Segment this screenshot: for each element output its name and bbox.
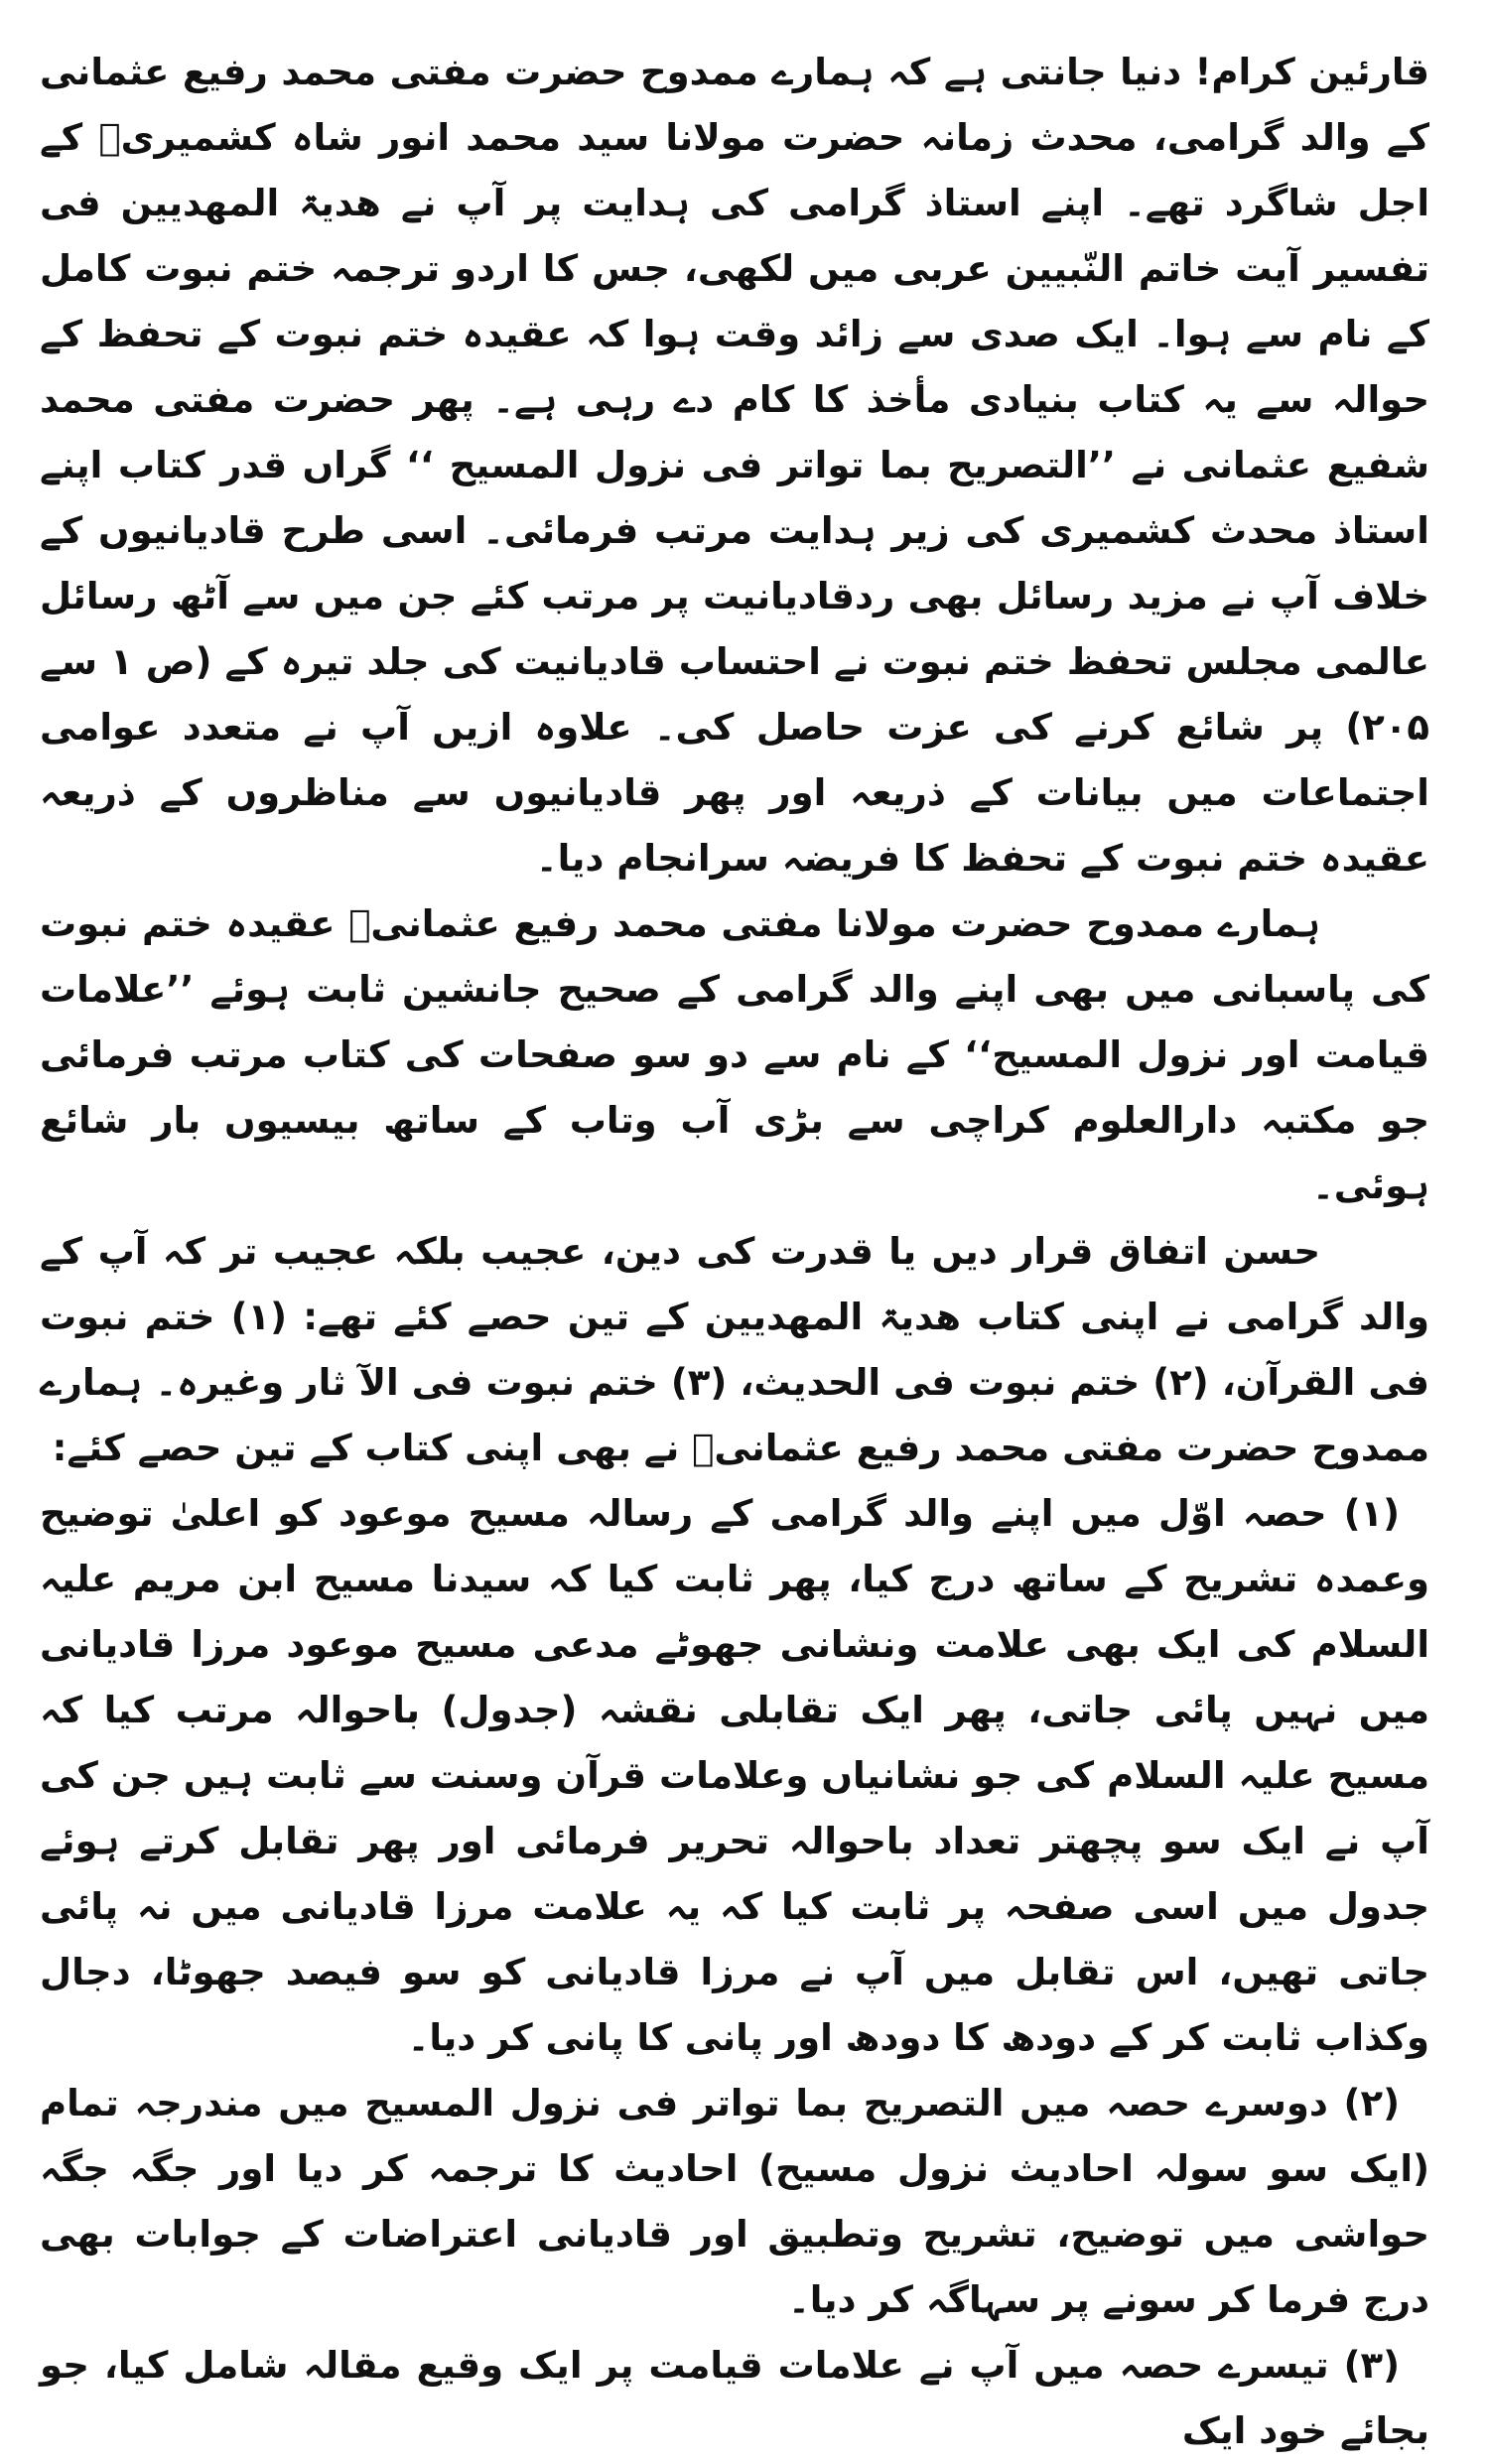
paragraph-son-successor: ہمارے ممدوح حضرت مولانا مفتی محمد رفیع عثمانیؒ عقیدہ ختم نبوت کی پاسبانی میں بھی اپنے والد گرامی کے صحیح جانشین ثابت ہوئے ’’علامات قیامت اور نزول المسیح‘‘ کے نام سے دو سو صفحات کی کتاب مرتب فرمائی جو مکتبہ دارالعلوم کراچی سے بڑی آب وتاب کے ساتھ بیسیوں بار شائع ہوئی۔ [40, 902, 1429, 1207]
paragraph-part-one: (۱) حصہ اوّل میں اپنے والد گرامی کے رسالہ مسیح موعود کو اعلیٰ توضیح وعمدہ تشریح کے ساتھ درج کیا، پھر ثابت کیا کہ سیدنا مسیح ابن مریم علیہ السلام کی ایک بھی علامت ونشانی جھوٹے مدعی مسیح موعود مرزا قادیانی میں نہیں پائی جاتی، پھر ایک تقابلی نقشہ (جدول) باحوالہ مرتب کیا کہ مسیح علیہ السلام کی جو نشانیاں وعلامات قرآن وسنت سے ثابت ہیں جن کی آپ نے ایک سو پچھتر تعداد باحوالہ تحریر فرمائی اور پھر تقابل کرتے ہوئے جدول میں اسی صفحہ پر ثابت کیا کہ یہ علامت مرزا قادیانی میں نہ پائی جاتی تھیں، اس تقابل میں آپ نے مرزا قادیانی کو سو فیصد جھوٹا، دجال وکذاب ثابت کر کے دودھ کا دودھ اور پانی کا پانی کر دیا۔ [40, 1492, 1429, 2059]
paragraph-intro: قارئین کرام! دنیا جانتی ہے کہ ہمارے ممدوح حضرت مفتی محمد رفیع عثمانی کے والد گرامی، محدث زمانہ حضرت مولانا سید محمد انور شاہ کشمیریؒ کے اجل شاگرد تھے۔ اپنے استاذ گرامی کی ہدایت پر آپ نے ھدیۃ المھدیین فی تفسیر آیت خاتم النّبیین عربی میں لکھی، جس کا اردو ترجمہ ختم نبوت کامل کے نام سے ہوا۔ ایک صدی سے زائد وقت ہوا کہ عقیدہ ختم نبوت کے تحفظ کے حوالہ سے یہ کتاب بنیادی مأخذ کا کام دے رہی ہے۔ پھر حضرت مفتی محمد شفیع عثمانی نے ’’التصریح بما تواتر فی نزول المسیح ‘‘ گراں قدر کتاب اپنے استاذ محدث کشمیری کی زیر ہدایت مرتب فرمائی۔ اسی طرح قادیانیوں کے خلاف آپ نے مزید رسائل بھی ردقادیانیت پر مرتب کئے جن میں سے آٹھ رسائل عالمی مجلس تحفظ ختم نبوت نے احتساب قادیانیت کی جلد تیرہ کے (ص ۱ سے ۲۰۵) پر شائع کرنے کی عزت حاصل کی۔ علاوہ ازیں آپ نے متعدد عوامی اجتماعات میں بیانات کے ذریعہ اور پھر قادیانیوں سے مناظروں کے ذریعہ عقیدہ ختم نبوت کے تحفظ کا فریضہ سرانجام دیا۔ [40, 51, 1429, 880]
paragraph-three-parts: حسن اتفاق قرار دیں یا قدرت کی دین، عجیب بلکہ عجیب تر کہ آپ کے والد گرامی نے اپنی کتاب ھدیۃ المھدیین کے تین حصے کئے تھے: (۱) ختم نبوت فی القرآن، (۲) ختم نبوت فی الحدیث، (۳) ختم نبوت فی الآ ثار وغیرہ۔ ہمارے ممدوح حضرت مفتی محمد رفیع عثمانیؒ نے بھی اپنی کتاب کے تین حصے کئے: [40, 1230, 1430, 1469]
paragraph-part-two: (۲) دوسرے حصہ میں التصریح بما تواتر فی نزول المسیح میں مندرجہ تمام (ایک سو سولہ احادیث نزول مسیح) احادیث کا ترجمہ کر دیا اور جگہ جگہ حواشی میں توضیح، تشریح وتطبیق اور قادیانی اعتراضات کے جوابات بھی درج فرما کر سونے پر سہاگہ کر دیا۔ [40, 2082, 1429, 2321]
paragraph-part-three: (۳) تیسرے حصہ میں آپ نے علامات قیامت پر ایک وقیع مقالہ شامل کیا، جو بجائے خود ایک [40, 2344, 1429, 2452]
